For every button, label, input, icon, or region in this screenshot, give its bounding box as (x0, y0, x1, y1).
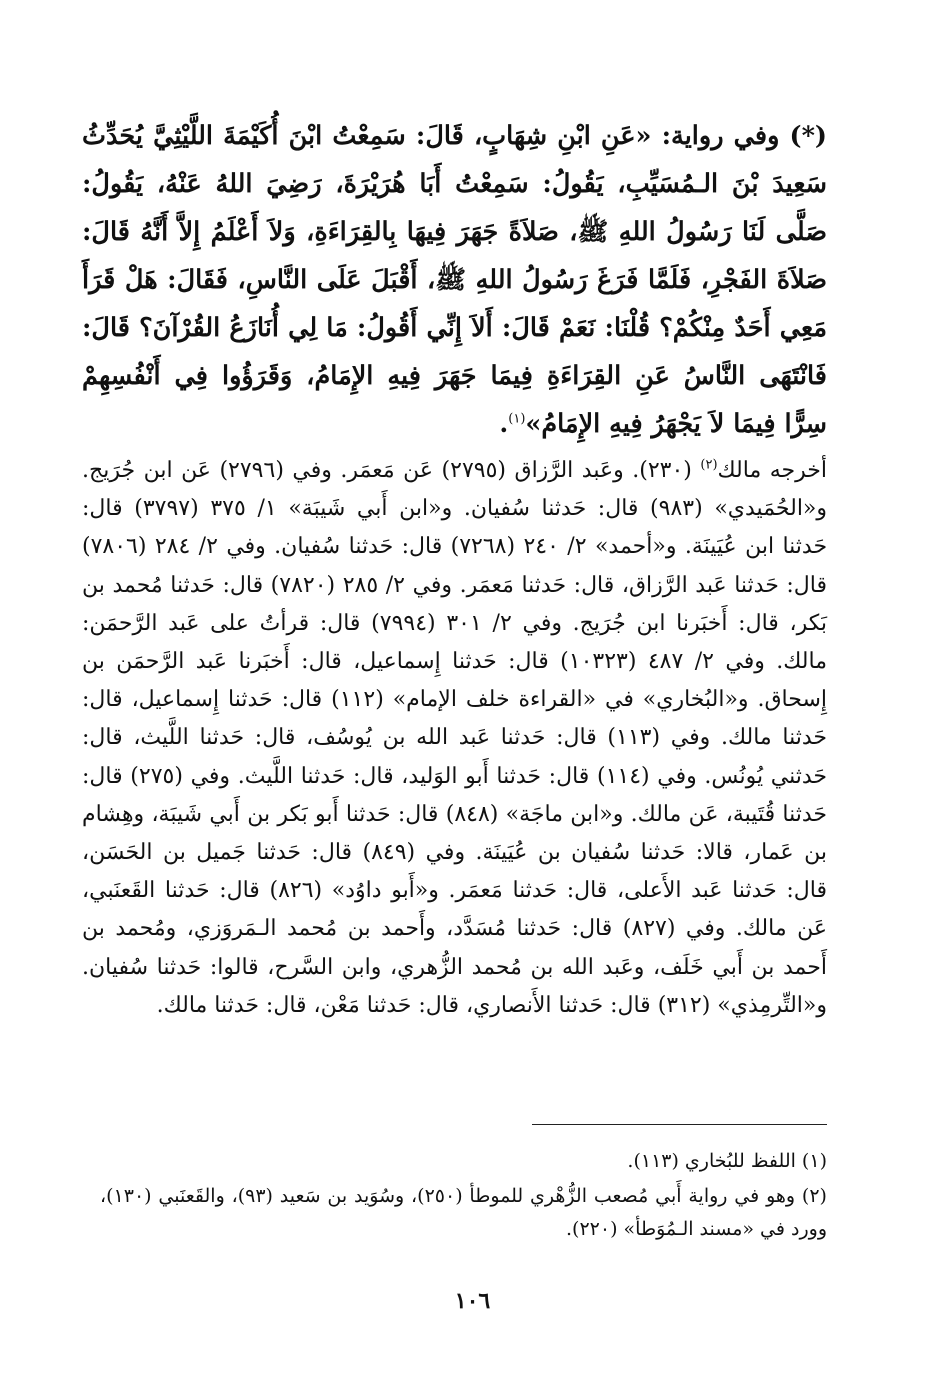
main-text (82, 112, 827, 1025)
narration-end: . (499, 409, 509, 439)
page-number: ١٠٦ (454, 1288, 491, 1314)
takhrij-paragraph (82, 452, 827, 1025)
footnotes (100, 1145, 827, 1248)
takhrij-lead: أخرجه مالك (717, 458, 828, 483)
hadith-narration (82, 112, 827, 448)
footnote-1: (١) اللفظ للبُخاري (١١٣). (627, 1150, 827, 1172)
takhrij-text: (٢٣٠). وعَبد الرَّزاق (٢٧٩٥) عَن مَعمَر. وفي (٢٧٩٦) عَن ابن جُرَيج. و«الحُمَيدي» (٩٨٣) قال: حَدثنا سُفيان. و«ابن أَبي شَيبَة» ١/ ٣٧٥ (٣٧٩٧) قال: حَدثنا ابن عُيَينَة. و«أحمد» ٢/ ٢٤٠ (٧٢٦٨) قال: حَدثنا سُفيان. وفي ٢/ ٢٨٤ (٧٨٠٦) قال: حَدثنا عَبد الرَّزاق، قال: حَدثنا مَعمَر. وفي ٢/ ٢٨٥ (٧٨٢٠) قال: حَدثنا مُحمد بن بَكر، قال: أَخبَرنا ابن جُرَيج. وفي ٢/ ٣٠١ (٧٩٩٤) قال: قرأتُ على عَبد الرَّحمَن: مالك. وفي ٢/ ٤٨٧ (١٠٣٢٣) قال: حَدثنا إِسماعيل، قال: أَخبَرنا عَبد الرَّحمَن بن إِسحاق. و«البُخاري» في «القراءة خلف الإمام» (١١٢) قال: حَدثنا إِسماعيل، قال: حَدثنا مالك. وفي (١١٣) قال: حَدثنا عَبد الله بن يُوسُف، قال: حَدثنا اللَّيث، قال: حَدثني يُونُس. وفي (١١٤) قال: حَدثنا أَبو الوَليد، قال: حَدثنا اللَّيث. وفي (٢٧٥) قال: حَدثنا قُتَيبة، عَن مالك. و«ابن ماجَة» (٨٤٨) قال: حَدثنا أَبو بَكر بن أَبي شَيبَة، وهِشام بن عَمار، قالا: حَدثنا سُفيان بن عُيَينَة. وفي (٨٤٩) قال: حَدثنا جَميل بن الحَسَن، قال: حَدثنا عَبد الأَعلى، قال: حَدثنا مَعمَر. و«أَبو داوُد» (٨٢٦) قال: حَدثنا القَعنَبي، عَن مالك. وفي (٨٢٧) قال: حَدثنا مُسَدَّد، وأَحمد بن مُحمد الـمَروَزي، ومُحمد بن أَحمد بن أَبي خَلَف، وعَبد الله بن مُحمد الزُّهري، وابن السَّرح، قالوا: حَدثنا سُفيان. و«التِّرمِذي» (٣١٢) قال: حَدثنا الأَنصاري، قال: حَدثنا مَعْن، قال: حَدثنا مالك. (82, 458, 828, 1018)
footnote-ref-2: (٢) (700, 457, 718, 473)
footnote-2: (٢) وهو في رواية أَبي مُصعب الزُّهْري للموطأ (٢٥٠)، وسُوَيد بن سَعيد (٩٣)، والقَعنَبي (١٣٠)، وورد في «مسند الـمُوَطأ» (٢٢٠). (100, 1185, 827, 1240)
footnote-divider (532, 1124, 827, 1125)
narration-text: (*) وفي رواية: «عَنِ ابْنِ شِهَابٍ، قَالَ: سَمِعْتُ ابْنَ أُكَيْمَةَ اللَّيْثِيَّ يُحَدِّثُ سَعِيدَ بْنَ الـمُسَيِّبِ، يَقُولُ: سَمِعْتُ أَبَا هُرَيْرَةَ، رَضِيَ اللهُ عَنْهُ، يَقُولُ: صَلَّى لَنَا رَسُولُ اللهِ ﷺ، صَلاَةً جَهَرَ فِيهَا بِالقِرَاءَةِ، وَلاَ أَعْلَمُ إِلاَّ أَنَّهُ قَالَ: صَلاَةَ الفَجْرِ، فَلَمَّا فَرَغَ رَسُولُ اللهِ ﷺ، أَقْبَلَ عَلَى النَّاسِ، فَقَالَ: هَلْ قَرَأَ مَعِي أَحَدٌ مِنْكُمْ؟ قُلْنَا: نَعَمْ قَالَ: أَلاَ إِنِّي أَقُولُ: مَا لِي أُنَازَعُ القُرْآنَ؟ قَالَ: فَانْتَهَى النَّاسُ عَنِ القِرَاءَةِ فِيمَا جَهَرَ فِيهِ الإِمَامُ، وَقَرَؤُوا فِي أَنْفُسِهِمْ سِرًّا فِيمَا لاَ يَجْهَرُ فِيهِ الإِمَامُ» (82, 121, 827, 439)
footnote-ref-1: (١) (508, 411, 526, 427)
